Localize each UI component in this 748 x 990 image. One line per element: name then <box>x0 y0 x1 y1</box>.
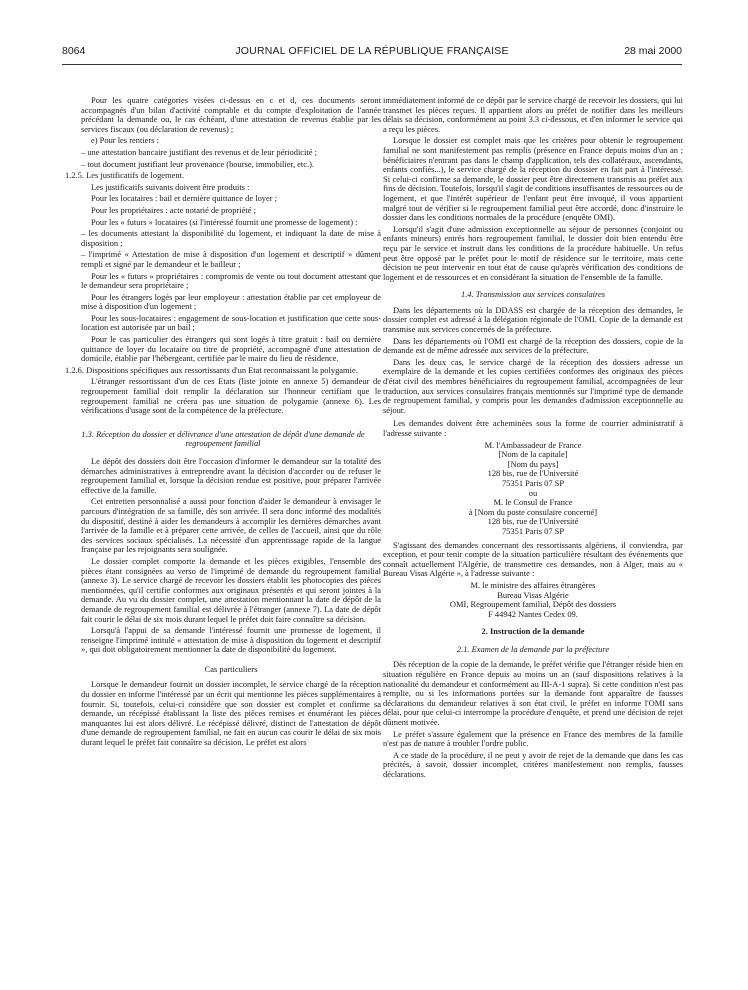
paragraph: 1.3. Réception du dossier et délivrance d'une attestation de dépôt d'une demande de regroupement familial <box>81 428 365 449</box>
paragraph: Cet entretien personnalisé a aussi pour fonction d'aider le demandeur à envisager le parcours d'intégration de sa famille, dès son arrivée. Il sera donc informé des modalités du dispositif, destiné à aider les demandeurs à accomplir les dernières démarches avant l'arrivée de la famille et à préparer cette arrivée, de celles de l'accueil, ainsi que du rôle des services sociaux spécialisés. La nécessité d'un apprentissage rapide de la langue française par les rejoignants sera soulignée. <box>81 496 381 555</box>
paragraph: Pour les quatre catégories visées ci-dessus en c et d, ces documents seront accompagnés d'un bilan d'activité comptable et du compte d'exploitation de l'année précédant la demande ou, le cas échéant, d'une attestation de revenus établie par les services fiscaux (ou déclaration de revenus) ; <box>81 95 381 134</box>
paragraph: 128 bis, rue de l'Université <box>487 516 579 527</box>
paragraph: S'agissant des demandes concernant des ressortissants algériens, il conviendra, par exception, et pour tenir compte de la situation particulière résultant des événements que connaît actuellement l'Algérie, de transmettre ces demandes, non à Alger, mais au « Bureau Visas Algérie », à l'adresse suivante : <box>383 539 683 579</box>
paragraph: Pour les locataires : bail et dernière quittance de loyer ; <box>91 193 278 204</box>
publication-date: 28 mai 2000 <box>624 45 682 57</box>
right-column <box>383 96 683 782</box>
paragraph: M. le ministre des affaires étrangères <box>470 579 596 590</box>
paragraph: Pour le cas particulier des étrangers qui sont logés à titre gratuit : bail ou dernière quittance de loyer du locataire ou titre de propriété, accompagné d'une attestation de domicile, établie par l'hébergeant, certifiée par le maire du lieu de résidence. <box>81 334 381 364</box>
paragraph: Bureau Visas Algérie <box>497 589 569 600</box>
page-header <box>62 45 682 61</box>
paragraph: Le préfet s'assure également que la présence en France des membres de la famille n'est pas de nature à troubler l'ordre public. <box>383 728 683 749</box>
paragraph: Lorsqu'il s'agit d'une admission exceptionnelle au séjour de personnes (conjoint ou enfants mineurs) entrés hors regroupement familial, le dossier doit bien entendu être reçu par le service et instruit dans les conditions de la procédure habituelle. Un refus peut être opposé par le préfet pour le motif de résidence sur le territoire, mais cette décision ne peut intervenir en tout état de cause qu'après vérification des conditions de logement et de ressources et en considérant la situation de l'ensemble de la famille. <box>383 223 683 282</box>
paragraph: Pour les propriétaires : acte notarié de propriété ; <box>91 204 256 215</box>
paragraph: – une attestation bancaire justifiant des revenus et de leur périodicité ; <box>81 146 317 157</box>
paragraph: – les documents attestant la disponibilité du logement, et indiquant la date de mise à disposition ; <box>81 228 381 248</box>
paragraph: Pour les sous-locataires : engagement de sous-location et justification que cette sous-location est autorisée par un bail ; <box>81 312 381 333</box>
paragraph: Pour les « futurs » locataires (si l'intéressé fournit une promesse de logement) : <box>91 216 358 227</box>
paragraph: Dès réception de la copie de la demande, le préfet vérifie que l'étranger réside bien en situation régulière en France depuis au moins un an (sauf dispositions relatives à la nationalité du demandeur et conformément au III-A-1 supra). Si cette condition n'est pas remplie, ou si les informations portées sur la demande font apparaître de fausses déclarations du demandeur relatives à son état civil, le préfet en informe l'OMI sans délai, pour que celui-ci interrompe la procédure d'enquête, et prend une décision de rejet dûment motivée. <box>383 659 683 728</box>
paragraph: Dans les deux cas, le service chargé de la réception des dossiers adresse un exemplaire de la demande et les copies certifiées conformes des originaux des pièces d'état civil des membres bénéficiaires du regroupement familial, accompagnées de leur traduction, aux services consulaires français mentionnés sur l'imprimé type de demande de regroupement familial, y compris pour les demandes d'admission exceptionnelle au séjour. <box>383 356 683 415</box>
paragraph: Dans les départements où l'OMI est chargé de la réception des dossiers, copie de la demande est de même adressée aux services de la préfecture. <box>383 335 683 356</box>
paragraph: 2. Instruction de la demande <box>481 626 585 637</box>
paragraph: Les demandes doivent être acheminées sous la forme de courrier administratif à l'adresse suivante : <box>383 418 683 438</box>
journal-title: JOURNAL OFFICIEL DE LA RÉPUBLIQUE FRANÇAISE <box>235 45 509 57</box>
paragraph: [Nom de la capitale] <box>498 449 568 460</box>
paragraph: Pour les « futurs » propriétaires : compromis de vente ou tout document attestant que le demandeur sera propriétaire ; <box>81 270 381 291</box>
paragraph: 1.2.6. Dispositions spécifiques aux ressortissants d'un Etat reconnaissant la polygamie. <box>65 364 358 375</box>
paragraph: Les justificatifs suivants doivent être produits : <box>91 181 250 192</box>
paragraph: immédiatement informé de ce dépôt par le service chargé de recevoir les dossiers, qui lui transmet les pièces reçues. Il appartient alors au préfet de notifier dans les meilleurs délais sa décision, conformément au point 3.3 ci-dessous, et d'en informer le service qui a reçu les pièces. <box>383 95 683 134</box>
paragraph: 128 bis, rue de l'Université <box>487 468 579 479</box>
paragraph: Lorsqu'à l'appui de sa demande l'intéressé fournit une promesse de logement, il renseigne l'imprimé intitulé « attestation de mise à disposition du logement et descriptif », qui doit obligatoirement mentionner la date de disponibilité du logement. <box>81 625 381 655</box>
paragraph: M. l'Ambassadeur de France <box>484 439 582 450</box>
paragraph: – tout document justifiant leur provenance (bourse, immobilier, etc.). <box>81 158 315 169</box>
paragraph: e) Pour les rentiers : <box>91 135 159 146</box>
paragraph: Lorsque le demandeur fournit un dossier incomplet, le service chargé de la réception du dossier en informe l'intéressé par un écrit qui mentionne les pièces supplémentaires à fournir. Si, toutefois, celui-ci considère que son dossier est complet et confirme sa demande, un récépissé établissant la liste des pièces remises et énumérant les pièces manquantes lui est alors délivré. Le récépissé délivré, distinct de l'attestation de dépôt d'une demande de regroupement familial, ne fait en aucun cas courir le délai de six mois durant lequel le préfet fait connaître sa décision. Le préfet est alors <box>81 679 381 748</box>
paragraph: OMI, Regroupement familial, Dépôt des dossiers <box>449 599 617 610</box>
paragraph: M. le Consul de France <box>493 497 573 508</box>
header-rule <box>62 64 682 65</box>
paragraph: Dans les départements où la DDASS est chargée de la réception des demandes, le dossier complet est adressé à la délégation régionale de l'OMI. Copie de la demande est transmise aux services concernés de la préfecture. <box>383 304 683 335</box>
paragraph: Le dossier complet comporte la demande et les pièces exigibles, l'ensemble des pièces étant consignées au verso de l'imprimé de demande du regroupement familial (annexe 3). Le service chargé de recevoir les dossiers établit les photocopies des pièces mentionnées, qu'il certifie conformes aux originaux présentés et qui seront jointes à la demande. Au vu du dossier complet, une attestation mentionnant la date de dépôt de la demande de regroupement familial est délivrée à l'étranger (annexe 7). La date de dépôt fait courir le délai de six mois durant lequel le préfet doit faire connaître sa décision. <box>81 555 381 624</box>
paragraph: [Nom du pays] <box>507 458 559 469</box>
paragraph: 1.4. Transmission aux services consulaires <box>460 289 606 300</box>
paragraph: ou <box>528 487 538 498</box>
left-column <box>65 95 381 750</box>
paragraph: Cas particuliers <box>204 663 258 674</box>
paragraph: 2.1. Examen de la demande par la préfecture <box>456 643 610 654</box>
paragraph: à [Nom du poste consulaire concerné] <box>468 506 598 517</box>
page-number: 8064 <box>62 45 86 57</box>
paragraph: F 44942 Nantes Cedex 09. <box>488 608 578 619</box>
paragraph: 75351 Paris 07 SP <box>501 525 565 536</box>
paragraph: Pour les étrangers logés par leur employeur : attestation établie par cet employeur de mise à disposition d'un logement ; <box>81 291 381 312</box>
paragraph: 75351 Paris 07 SP <box>501 477 565 488</box>
paragraph: 1.2.5. Les justificatifs de logement. <box>65 170 185 181</box>
paragraph: Lorsque le dossier est complet mais que les critères pour obtenir le regroupement familial ne sont manifestement pas remplis (présence en France depuis moins d'un an ; bénéficiaires n'entrant pas dans le champ d'application, tels des collatéraux, ascendants, enfants confiés...), le service chargé de la réception du dossier en fait part à l'intéressé. Si celui-ci confirme sa demande, le dossier peut être directement transmis au préfet aux fins de décision. Toutefois, lorsqu'il s'agit de conditions insuffisantes de ressources ou de logement, et que l'intérêt supérieur de l'enfant peut être invoqué, il vous appartient malgré tout de vérifier si le regroupement familial peut être accordé, donc d'instruire le dossier dans les conditions normales de la procédure (enquête OMI). <box>383 135 683 223</box>
paragraph: A ce stade de la procédure, il ne peut y avoir de rejet de la demande que dans les cas précités, à savoir, dossier incomplet, critères manifestement non remplis, fausses déclarations. <box>383 749 683 779</box>
paragraph: – l'imprimé « Attestation de mise à disposition d'un logement et descriptif » dûment rempli et signé par le demandeur et le bailleur ; <box>81 249 381 269</box>
paragraph: L'étranger ressortissant d'un de ces Etats (liste jointe en annexe 5) demandeur de regroupement familial doit remplir la déclaration sur l'honneur certifiant que le regroupement familial ne créera pas une situation de polygamie (annexe 6). Les vérifications d'usage sont de la compétence de la préfecture. <box>81 376 381 416</box>
paragraph: Le dépôt des dossiers doit être l'occasion d'informer le demandeur sur la totalité des démarches administratives à entreprendre avant la décision d'accorder ou de refuser le regroupement familial et, lorsque la décision rendue est positive, pour préparer l'arrivée effective de la famille. <box>81 456 381 495</box>
